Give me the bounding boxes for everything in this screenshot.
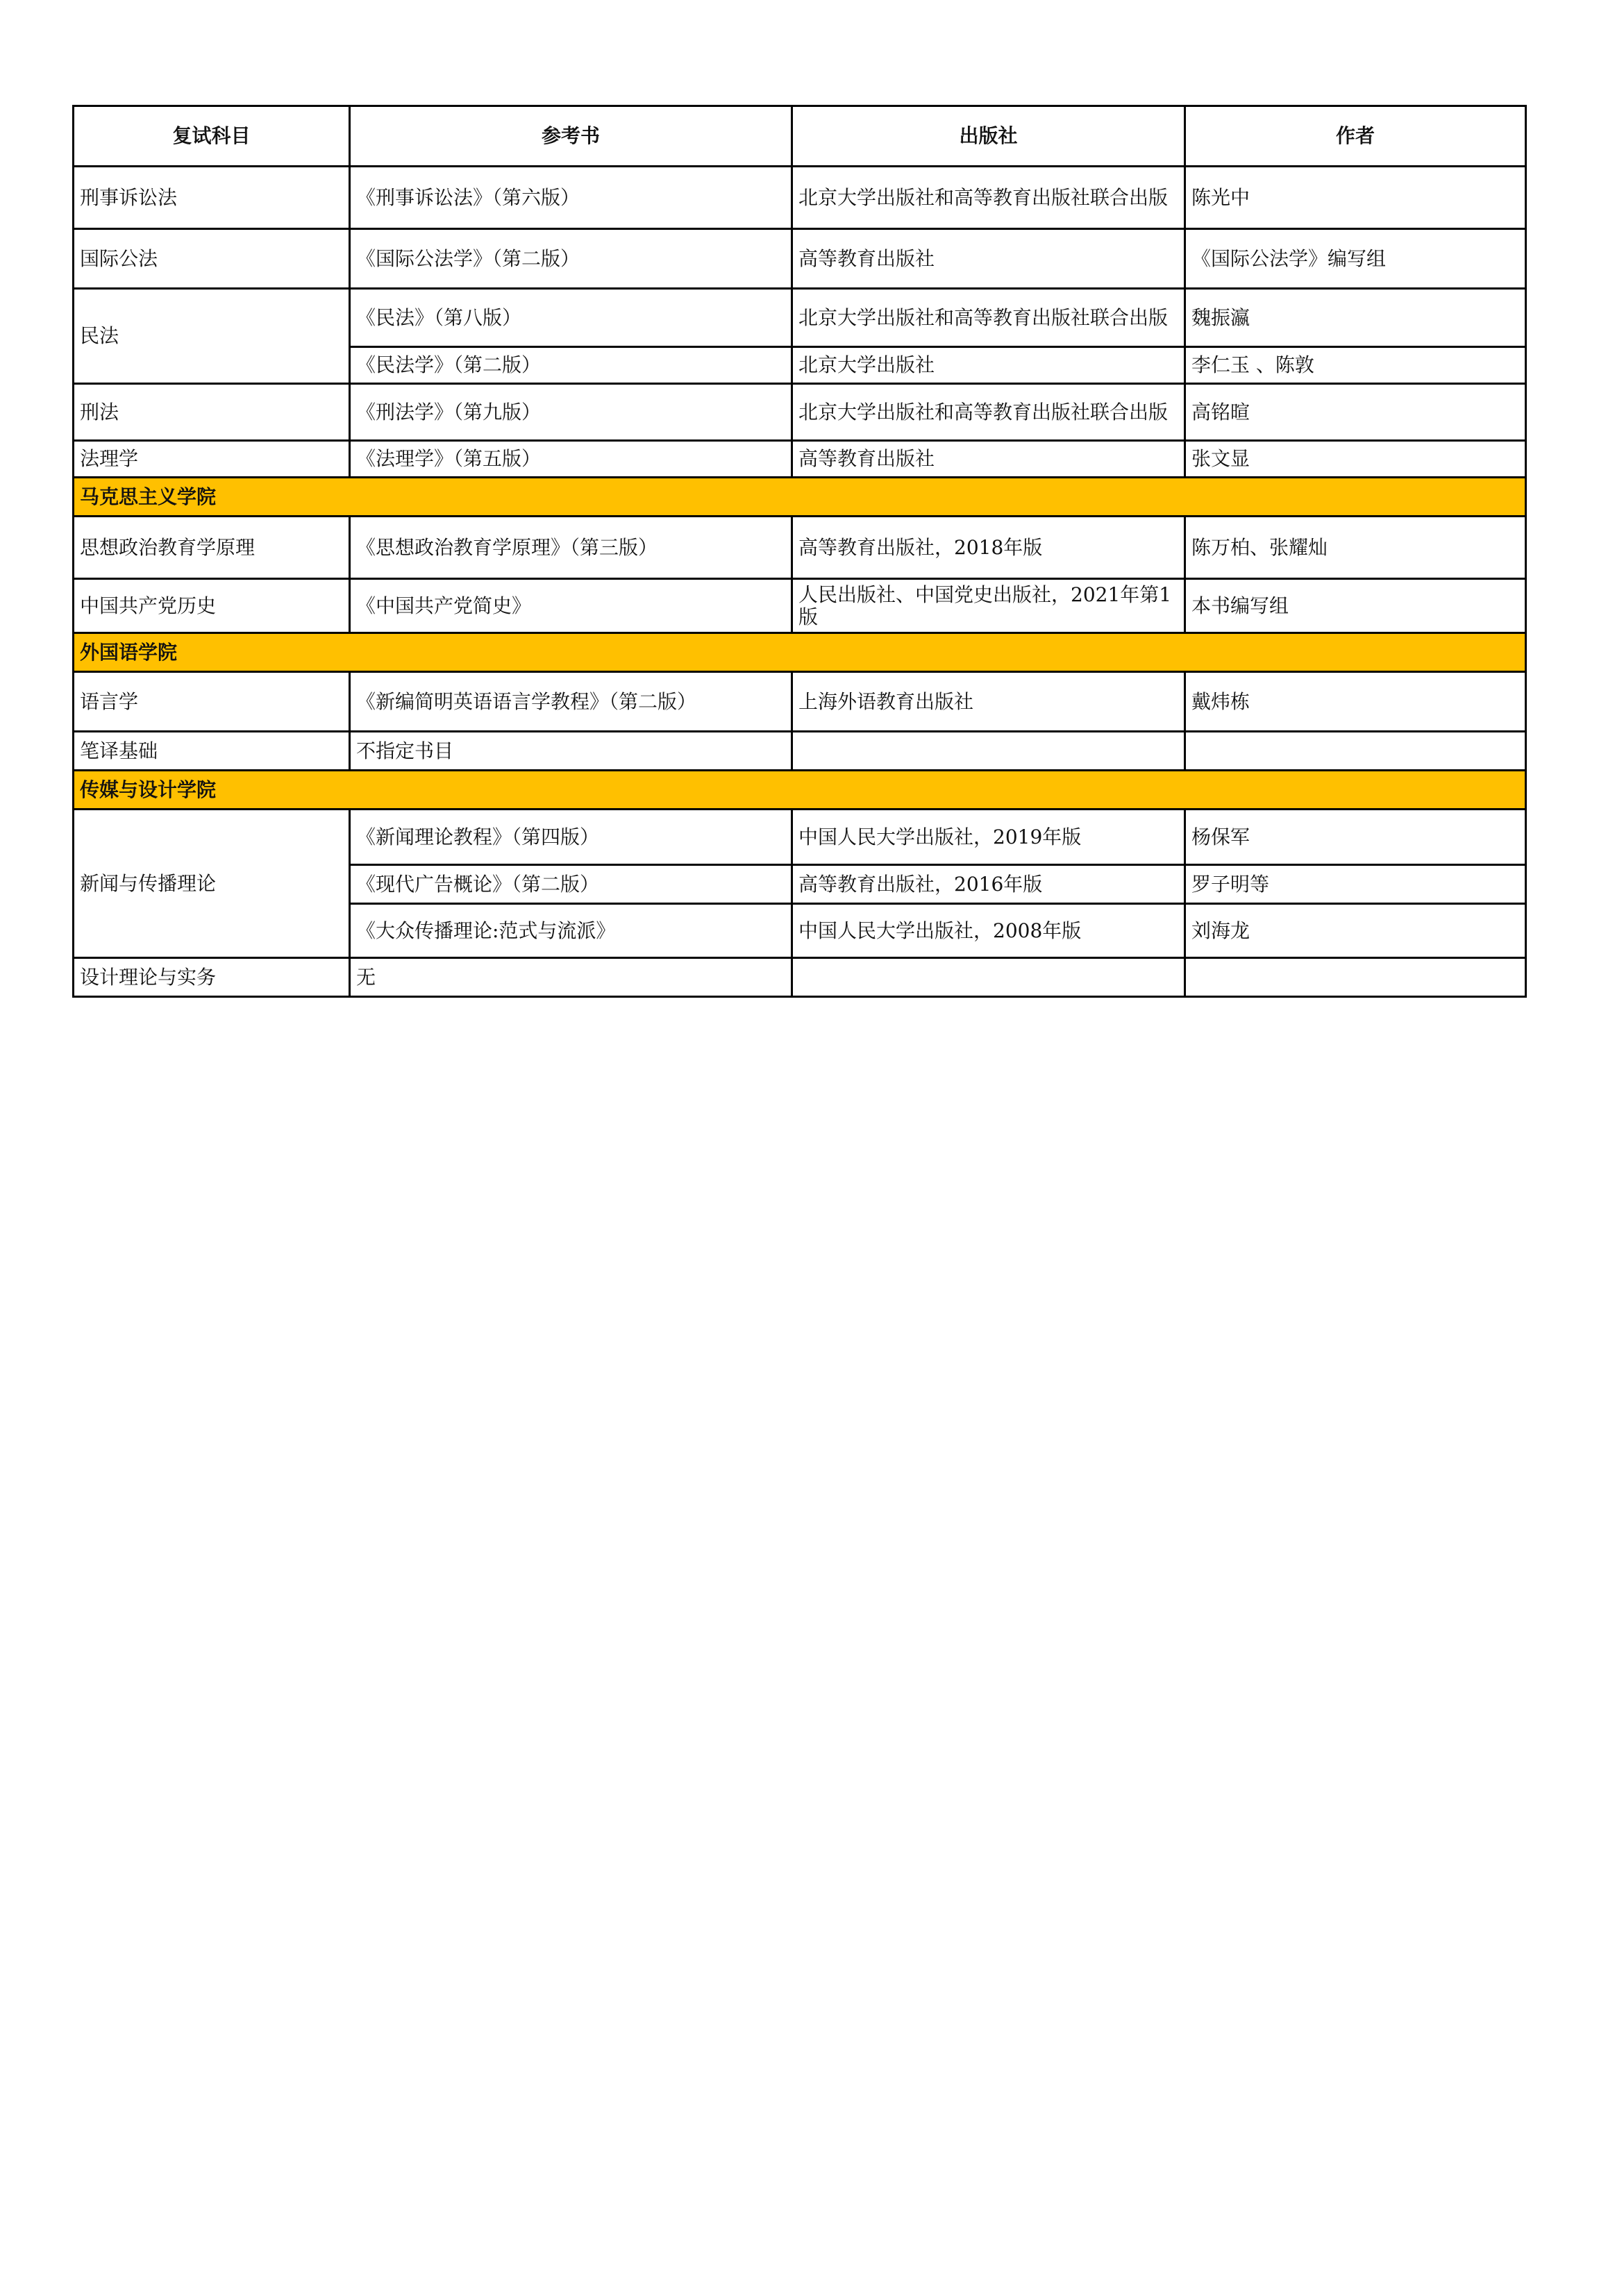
reference-book-table: [72, 105, 1527, 998]
publisher-cell: 高等教育出版社，2016年版: [792, 865, 1185, 904]
publisher-cell: 人民出版社、中国党史出版社，2021年第1版: [792, 579, 1185, 633]
author-cell: 《国际公法学》编写组: [1185, 229, 1526, 289]
book-cell: 《国际公法学》（第二版）: [350, 229, 792, 289]
book-cell: 无: [350, 958, 792, 997]
subject-cell: 法理学: [74, 441, 350, 478]
section-title-foreign-languages: 外国语学院: [74, 633, 1526, 672]
author-cell: [1185, 958, 1526, 997]
author-cell: 李仁玉 、陈敦: [1185, 347, 1526, 384]
section-header-row: [74, 633, 1526, 672]
author-cell: 杨保军: [1185, 810, 1526, 865]
publisher-cell: 北京大学出版社和高等教育出版社联合出版: [792, 384, 1185, 441]
header-publisher: 出版社: [792, 106, 1185, 167]
section-header-row: [74, 478, 1526, 517]
table-row: [74, 732, 1526, 771]
author-cell: 张文显: [1185, 441, 1526, 478]
publisher-cell: 高等教育出版社: [792, 441, 1185, 478]
publisher-cell: 高等教育出版社，2018年版: [792, 517, 1185, 579]
section-header-row: [74, 771, 1526, 810]
table-row: [74, 167, 1526, 229]
table-row: [74, 810, 1526, 865]
subject-cell: 笔译基础: [74, 732, 350, 771]
book-cell: 《民法》（第八版）: [350, 289, 792, 347]
publisher-cell: 中国人民大学出版社，2019年版: [792, 810, 1185, 865]
author-cell: 魏振瀛: [1185, 289, 1526, 347]
publisher-cell: [792, 732, 1185, 771]
author-cell: 陈光中: [1185, 167, 1526, 229]
book-cell: 《刑法学》（第九版）: [350, 384, 792, 441]
section-title-marxism: 马克思主义学院: [74, 478, 1526, 517]
header-subject: 复试科目: [74, 106, 350, 167]
subject-cell: 国际公法: [74, 229, 350, 289]
author-cell: 罗子明等: [1185, 865, 1526, 904]
author-cell: [1185, 732, 1526, 771]
table-row: [74, 958, 1526, 997]
book-cell: 《刑事诉讼法》（第六版）: [350, 167, 792, 229]
publisher-cell: 中国人民大学出版社，2008年版: [792, 904, 1185, 958]
subject-cell: 思想政治教育学原理: [74, 517, 350, 579]
subject-cell: 刑法: [74, 384, 350, 441]
subject-cell: 设计理论与实务: [74, 958, 350, 997]
book-cell: 不指定书目: [350, 732, 792, 771]
author-cell: 刘海龙: [1185, 904, 1526, 958]
book-cell: 《民法学》（第二版）: [350, 347, 792, 384]
subject-cell: 新闻与传播理论: [74, 810, 350, 958]
table-row: [74, 229, 1526, 289]
book-cell: 《大众传播理论:范式与流派》: [350, 904, 792, 958]
book-cell: 《思想政治教育学原理》（第三版）: [350, 517, 792, 579]
table-row: [74, 579, 1526, 633]
author-cell: 戴炜栋: [1185, 672, 1526, 732]
table-row: [74, 517, 1526, 579]
subject-cell: 语言学: [74, 672, 350, 732]
publisher-cell: [792, 958, 1185, 997]
header-author: 作者: [1185, 106, 1526, 167]
publisher-cell: 高等教育出版社: [792, 229, 1185, 289]
table-row: [74, 441, 1526, 478]
header-book: 参考书: [350, 106, 792, 167]
publisher-cell: 北京大学出版社和高等教育出版社联合出版: [792, 289, 1185, 347]
book-cell: 《新闻理论教程》（第四版）: [350, 810, 792, 865]
table-row: [74, 672, 1526, 732]
book-cell: 《法理学》（第五版）: [350, 441, 792, 478]
publisher-cell: 北京大学出版社: [792, 347, 1185, 384]
publisher-cell: 北京大学出版社和高等教育出版社联合出版: [792, 167, 1185, 229]
table-row: [74, 384, 1526, 441]
subject-cell: 刑事诉讼法: [74, 167, 350, 229]
section-title-media-design: 传媒与设计学院: [74, 771, 1526, 810]
table-row: [74, 289, 1526, 347]
author-cell: 陈万柏、张耀灿: [1185, 517, 1526, 579]
publisher-cell: 上海外语教育出版社: [792, 672, 1185, 732]
author-cell: 本书编写组: [1185, 579, 1526, 633]
author-cell: 高铭暄: [1185, 384, 1526, 441]
table-header-row: [74, 106, 1526, 167]
book-cell: 《现代广告概论》（第二版）: [350, 865, 792, 904]
subject-cell: 民法: [74, 289, 350, 384]
subject-cell: 中国共产党历史: [74, 579, 350, 633]
book-cell: 《中国共产党简史》: [350, 579, 792, 633]
book-cell: 《新编简明英语语言学教程》（第二版）: [350, 672, 792, 732]
